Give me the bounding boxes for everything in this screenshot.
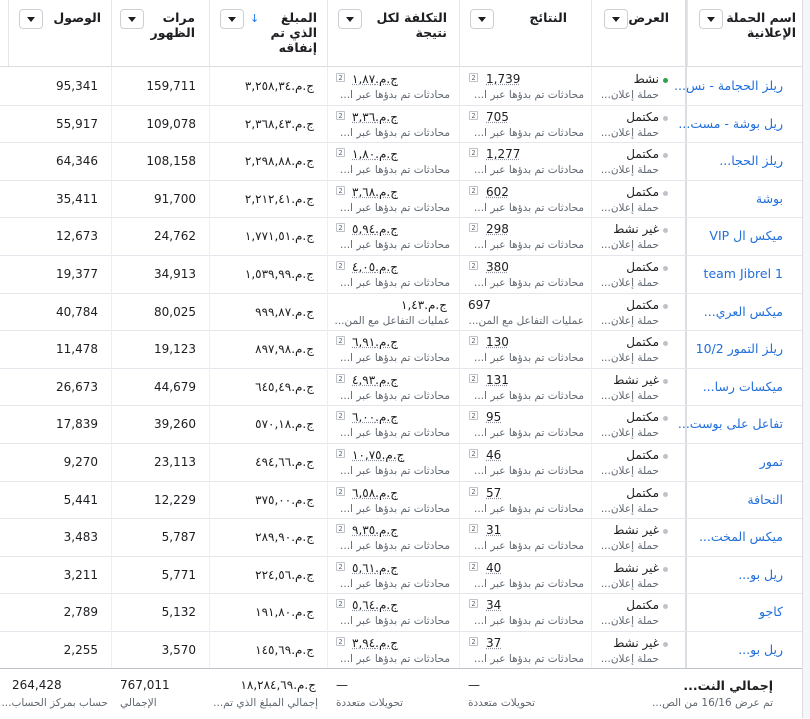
cpr-subtext: محادثات تم بدؤها عبر ا... [340,352,450,365]
totals-spent-sub: إجمالي المبلغ الذي تم... [213,697,318,709]
col-divider [591,405,592,443]
reach-value: 40,784 [56,304,98,319]
table-row[interactable] [0,631,809,670]
results-value[interactable]: 40 [486,560,502,575]
totals-impressions-sub: الإجمالي [120,697,157,709]
delivery-status: مكتمل [626,147,659,162]
impressions-value: 24,762 [154,229,196,244]
info-badge-icon[interactable]: 2 [336,487,345,496]
cpr-subtext: محادثات تم بدؤها عبر ا... [340,89,450,101]
results-subtext: محادثات تم بدؤها عبر ا... [474,389,584,402]
delivery-subtext: حملة إعلان... [600,502,659,515]
col-divider [459,105,460,143]
results-value[interactable]: 31 [486,523,502,538]
amount-spent-value: ج.م.٨٩٧,٩٨ [255,342,314,357]
totals-title: إجمالي النت... [683,678,773,693]
cpr-value[interactable]: ج.م.٣,٣٦ [352,109,398,124]
info-badge-icon[interactable]: 2 [336,336,345,345]
delivery-status: مكتمل [626,410,659,425]
impressions-value: 80,025 [154,304,196,319]
col-divider [327,481,328,519]
impressions-value: 12,229 [154,492,196,507]
results-dropdown-icon[interactable] [470,9,494,29]
table-row[interactable] [0,518,809,557]
results-value[interactable]: 380 [486,260,509,274]
impressions-value: 5,771 [161,567,196,582]
impressions-value: 159,711 [146,79,196,93]
reach-value: 19,377 [56,267,98,281]
cpr-subtext: عمليات التفاعل مع المن... [334,314,450,327]
table-header [0,0,802,67]
totals-subtitle: تم عرض 16/16 من الص... [652,697,773,709]
results-subtext: محادثات تم بدؤها عبر ا... [474,352,584,365]
info-badge-icon[interactable]: 2 [469,637,478,646]
results-subtext: محادثات تم بدؤها عبر ا... [474,89,584,101]
totals-cpr-sub: تحويلات متعددة [336,697,404,709]
header-delivery-label: العرض [628,10,669,25]
impressions-value: 44,679 [154,379,196,394]
col-divider [327,217,328,255]
delivery-status: غير نشط [613,523,659,538]
col-divider [459,443,460,481]
header-campaign-name[interactable] [687,0,802,66]
cpr-subtext: محادثات تم بدؤها عبر ا... [340,427,450,440]
info-badge-icon[interactable]: 2 [336,524,345,533]
delivery-subtext: حملة إعلان... [600,352,659,365]
cpr-subtext: محادثات تم بدؤها عبر ا... [340,277,450,289]
totals-cpr: — [336,678,348,692]
cpr-value[interactable]: ج.م.٥,٦١ [352,560,398,575]
info-badge-icon[interactable]: 2 [469,524,478,533]
results-value: 697 [468,297,491,312]
col-divider [327,330,328,368]
info-badge-icon[interactable]: 2 [469,261,478,270]
col-divider [459,593,460,631]
delivery-subtext: حملة إعلان... [600,277,659,289]
col-divider [459,293,460,331]
campaign-name-link[interactable]: ريلز التمور 10/2 [695,341,783,357]
delivery-status: نشط [633,72,659,86]
amount-spent-value: ج.م.٣٧٥,٠٠ [255,492,314,507]
col-divider [591,330,592,368]
cpr-subtext: محادثات تم بدؤها عبر ا... [340,465,450,477]
info-badge-icon[interactable]: 2 [336,562,345,571]
reach-value: 11,478 [56,342,98,357]
results-value[interactable]: 1,277 [486,147,521,162]
campaign-name-link[interactable]: كاجو [759,604,783,620]
impressions-value: 109,078 [146,116,196,131]
campaign-name-link[interactable]: النحافة [747,491,783,507]
table-row[interactable] [0,255,809,294]
col-divider [459,255,460,293]
results-subtext: محادثات تم بدؤها عبر ا... [474,540,584,553]
totals-spent: ج.م.١٨,٢٨٤,٦٩ [240,678,316,692]
cpr-subtext: محادثات تم بدؤها عبر ا... [340,615,450,628]
info-badge-icon[interactable]: 2 [469,449,478,458]
col-divider [591,105,592,143]
cpr-value[interactable]: ج.م.٥,٦٤ [352,598,398,613]
amount-spent-value: ج.م.٣,٢٥٨,٣٤ [244,79,314,93]
reach-value: 35,411 [56,191,98,206]
info-badge-icon[interactable]: 2 [336,449,345,458]
delivery-dropdown-icon[interactable] [604,9,628,29]
reach-value: 2,255 [63,643,98,657]
delivery-status: مكتمل [626,297,659,312]
info-badge-icon[interactable]: 2 [469,411,478,420]
col-divider [327,443,328,481]
header-amount-spent-label: المبلغ الذي تم إنفاقه [270,10,317,55]
results-subtext: محادثات تم بدؤها عبر ا... [474,577,584,590]
campaign-name-link[interactable]: ميكس المخت... [698,529,783,545]
info-badge-icon[interactable]: 2 [336,411,345,420]
col-divider [327,518,328,556]
results-subtext: محادثات تم بدؤها عبر ا... [474,653,584,665]
col-divider [327,293,328,331]
col-divider [459,217,460,255]
campaign-name-dropdown-icon[interactable] [699,9,723,29]
results-subtext: محادثات تم بدؤها عبر ا... [474,239,584,252]
delivery-status: غير نشط [613,636,659,650]
results-value[interactable]: 602 [486,184,509,199]
col-divider [459,67,460,105]
reach-value: 3,483 [63,530,98,545]
header-impressions-label: مرات الظهور [150,10,195,40]
delivery-subtext: حملة إعلان... [600,577,659,590]
delivery-status: مكتمل [626,260,659,274]
campaign-name-link[interactable]: ميكسات رسا... [702,378,783,394]
sort-descending-icon[interactable]: ↓ [250,12,260,25]
campaign-name-link[interactable]: ميكس ال VIP [709,228,783,244]
reach-value: 26,673 [56,379,98,394]
info-badge-icon[interactable]: 2 [336,637,345,646]
reach-value: 55,917 [56,116,98,131]
amount-spent-value: ج.م.٤٩٤,٦٦ [255,455,314,469]
totals-results-sub: تحويلات متعددة [468,697,536,709]
col-divider [459,518,460,556]
cpr-value[interactable]: ج.م.١٠,٧٥ [352,448,405,462]
amount-spent-value: ج.م.٢٢٤,٥٦ [255,567,314,582]
amount-spent-value: ج.م.١,٧٧١,٥١ [244,229,314,244]
table-row[interactable] [0,368,809,407]
cpr-subtext: محادثات تم بدؤها عبر ا... [340,389,450,402]
amount-spent-value: ج.م.٢,٢١٢,٤١ [244,191,314,206]
info-badge-icon[interactable]: 2 [336,73,345,82]
delivery-subtext: حملة إعلان... [600,201,659,214]
col-divider [459,330,460,368]
reach-value: 2,789 [63,605,98,620]
col-divider [591,67,592,105]
info-badge-icon[interactable]: 2 [336,148,345,157]
cpr-value[interactable]: ج.م.٥,٩٤ [352,222,398,237]
results-value[interactable]: 34 [486,598,502,613]
cpr-subtext: محادثات تم بدؤها عبر ا... [340,164,450,177]
col-divider [591,556,592,594]
campaign-name-link[interactable]: تفاعل على بوست... [677,416,783,432]
col-divider [591,368,592,406]
delivery-subtext: حملة إعلان... [600,653,659,665]
impressions-value: 5,132 [161,605,196,620]
campaign-name-link[interactable]: ريل بوشة - مست... [678,115,783,131]
info-badge-icon[interactable]: 2 [469,599,478,608]
delivery-status: مكتمل [626,335,659,350]
reach-value: 12,673 [56,229,98,244]
results-value[interactable]: 705 [486,109,509,124]
col-divider [327,556,328,594]
reach-value: 9,270 [63,455,98,469]
cpr-value[interactable]: ج.م.٣,٦٨ [352,184,398,199]
table-row[interactable] [0,105,809,144]
col-divider [591,142,592,180]
header-reach[interactable] [8,0,111,66]
info-badge-icon[interactable]: 2 [336,261,345,270]
info-badge-icon[interactable]: 2 [469,186,478,195]
campaign-name-link[interactable]: ميكس العري... [703,303,783,319]
campaign-name-link[interactable]: ريل بو... [738,642,783,657]
cpr-value: ج.م.١,٤٣ [401,297,447,312]
info-badge-icon[interactable]: 2 [336,111,345,120]
results-subtext: محادثات تم بدؤها عبر ا... [474,615,584,628]
col-divider [591,593,592,631]
reach-value: 17,839 [56,417,98,432]
table-row[interactable] [0,556,809,595]
results-value[interactable]: 57 [486,485,502,500]
campaign-name-link[interactable]: تمور [759,454,783,469]
header-cost-per-result-label: التكلفة لكل نتيجة [376,10,447,40]
delivery-status: غير نشط [613,222,659,237]
cpr-value[interactable]: ج.م.٦,٩١ [352,335,398,350]
impressions-value: 5,787 [161,530,196,545]
cpr-subtext: محادثات تم بدؤها عبر ا... [340,577,450,590]
delivery-status: غير نشط [613,560,659,575]
info-badge-icon[interactable]: 2 [336,223,345,232]
delivery-subtext: حملة إعلان... [600,389,659,402]
results-value[interactable]: 1,739 [486,72,521,86]
table-row[interactable] [0,217,809,256]
col-divider [591,631,592,669]
results-value[interactable]: 37 [486,636,502,650]
delivery-status: مكتمل [626,485,659,500]
reach-value: 95,341 [56,79,98,93]
impressions-dropdown-icon[interactable] [120,9,144,29]
results-value[interactable]: 46 [486,448,502,462]
col-divider [591,443,592,481]
table-row[interactable] [0,481,809,520]
info-badge-icon[interactable]: 2 [469,148,478,157]
campaign-name-link[interactable]: team Jibrel 1 [703,266,783,281]
delivery-subtext: حملة إعلان... [600,126,659,139]
amount-spent-value: ج.م.١٤٥,٦٩ [255,643,314,657]
header-amount-spent[interactable] [209,0,327,66]
info-badge-icon[interactable]: 2 [336,186,345,195]
amount-spent-value: ج.م.٢,٣٦٨,٤٣ [244,116,314,131]
results-subtext: محادثات تم بدؤها عبر ا... [474,427,584,440]
col-divider [459,481,460,519]
col-divider [459,142,460,180]
col-divider [327,593,328,631]
totals-reach: 264,428 [12,678,62,692]
col-divider [327,405,328,443]
results-subtext: محادثات تم بدؤها عبر ا... [474,164,584,177]
results-value[interactable]: 95 [486,410,502,425]
info-badge-icon[interactable]: 2 [336,374,345,383]
reach-dropdown-icon[interactable] [19,9,43,29]
amount-spent-dropdown-icon[interactable] [220,9,244,29]
table-row[interactable] [0,67,809,106]
col-divider [459,405,460,443]
delivery-subtext: حملة إعلان... [600,615,659,628]
results-subtext: محادثات تم بدؤها عبر ا... [474,126,584,139]
cpr-subtext: محادثات تم بدؤها عبر ا... [340,126,450,139]
header-results-label: النتائج [529,10,567,25]
header-results[interactable] [459,0,591,66]
info-badge-icon[interactable]: 2 [469,111,478,120]
impressions-value: 108,158 [146,154,196,169]
results-subtext: محادثات تم بدؤها عبر ا... [474,465,584,477]
delivery-status: غير نشط [613,372,659,387]
header-cost-per-result[interactable] [327,0,459,66]
delivery-status: مكتمل [626,598,659,613]
results-subtext: محادثات تم بدؤها عبر ا... [474,201,584,214]
col-divider [327,631,328,669]
results-value[interactable]: 298 [486,222,509,237]
info-badge-icon[interactable]: 2 [469,562,478,571]
delivery-subtext: حملة إعلان... [600,314,659,327]
totals-results: — [468,678,480,692]
results-subtext: عمليات التفاعل مع المن... [468,314,584,327]
totals-reach-sub: حساب بمركز الحساب... [1,697,108,709]
cpr-value[interactable]: ج.م.٣,٩٤ [352,636,398,650]
info-badge-icon[interactable]: 2 [469,374,478,383]
results-value[interactable]: 131 [486,372,509,387]
amount-spent-value: ج.م.١٩١,٨٠ [255,605,314,620]
impressions-value: 91,700 [154,191,196,206]
results-subtext: محادثات تم بدؤها عبر ا... [474,277,584,289]
delivery-subtext: حملة إعلان... [600,239,659,252]
amount-spent-value: ج.م.٢٨٩,٩٠ [255,530,314,545]
campaign-name-link[interactable]: ريل بو... [738,566,783,582]
delivery-subtext: حملة إعلان... [600,540,659,553]
campaign-name-link[interactable]: ريلز الحجامة - نس... [674,78,783,93]
results-value[interactable]: 130 [486,335,509,350]
table-row[interactable] [0,142,809,181]
table-row[interactable] [0,293,809,332]
reach-value: 64,346 [56,154,98,169]
amount-spent-value: ج.م.٦٤٥,٤٩ [255,379,314,394]
amount-spent-value: ج.م.٢,٢٩٨,٨٨ [244,154,314,169]
col-divider [591,481,592,519]
cpr-value[interactable]: ج.م.١,٨٠ [352,147,398,162]
info-badge-icon[interactable]: 2 [469,73,478,82]
header-reach-label: الوصول [53,10,101,25]
table-row[interactable] [0,405,809,444]
table-row[interactable] [0,443,809,482]
col-divider [459,556,460,594]
cpr-value[interactable]: ج.م.١,٨٧ [352,72,398,86]
col-divider [591,180,592,218]
table-row[interactable] [0,593,809,632]
delivery-subtext: حملة إعلان... [600,89,659,101]
impressions-value: 39,260 [154,417,196,432]
col-divider [327,142,328,180]
table-row[interactable] [0,180,809,219]
totals-row [0,668,809,719]
delivery-subtext: حملة إعلان... [600,164,659,177]
info-badge-icon[interactable]: 2 [469,336,478,345]
vertical-scrollbar[interactable] [802,0,810,718]
impressions-value: 23,113 [154,455,196,469]
campaign-name-link[interactable]: بوشة [755,190,783,206]
col-divider [591,293,592,331]
amount-spent-value: ج.م.١,٥٣٩,٩٩ [244,267,314,281]
cpr-value[interactable]: ج.م.٦,٠٠ [352,410,398,425]
amount-spent-value: ج.م.٥٧٠,١٨ [255,417,314,432]
cpr-value[interactable]: ج.م.٤,٩٣ [352,372,398,387]
col-divider [327,105,328,143]
info-badge-icon[interactable]: 2 [336,599,345,608]
col-divider [459,368,460,406]
delivery-status: مكتمل [626,109,659,124]
col-divider [591,217,592,255]
reach-value: 3,211 [63,567,98,582]
totals-impressions: 767,011 [120,678,170,692]
reach-value: 5,441 [63,492,98,507]
delivery-status: مكتمل [626,184,659,199]
cpr-subtext: محادثات تم بدؤها عبر ا... [340,201,450,214]
cpr-subtext: محادثات تم بدؤها عبر ا... [340,653,450,665]
delivery-subtext: حملة إعلان... [600,427,659,440]
cpr-subtext: محادثات تم بدؤها عبر ا... [340,540,450,553]
header-campaign-name-label: اسم الحملة الإعلانية [726,10,796,40]
delivery-subtext: حملة إعلان... [600,465,659,477]
cpr-subtext: محادثات تم بدؤها عبر ا... [340,239,450,252]
col-divider [327,368,328,406]
col-divider [327,180,328,218]
results-subtext: محادثات تم بدؤها عبر ا... [474,502,584,515]
impressions-value: 3,570 [161,643,196,657]
impressions-value: 34,913 [154,267,196,281]
header-impressions[interactable] [111,0,209,66]
header-edge [0,0,8,66]
cpr-value[interactable]: ج.م.٦,٥٨ [352,485,398,500]
delivery-status: مكتمل [626,448,659,462]
impressions-value: 19,123 [154,342,196,357]
info-badge-icon[interactable]: 2 [469,487,478,496]
cpr-value[interactable]: ج.م.٤,٠٥ [352,260,398,274]
cost-per-result-dropdown-icon[interactable] [338,9,362,29]
table-row[interactable] [0,330,809,369]
col-divider [327,255,328,293]
col-divider [591,255,592,293]
col-divider [459,180,460,218]
amount-spent-value: ج.م.٩٩٩,٨٧ [255,304,314,319]
cpr-value[interactable]: ج.م.٩,٣٥ [352,523,398,538]
info-badge-icon[interactable]: 2 [469,223,478,232]
col-divider [459,631,460,669]
col-divider [327,67,328,105]
cpr-subtext: محادثات تم بدؤها عبر ا... [340,502,450,515]
header-delivery[interactable] [591,0,685,66]
col-divider [591,518,592,556]
campaign-name-link[interactable]: ريلز الحجا... [719,153,783,169]
